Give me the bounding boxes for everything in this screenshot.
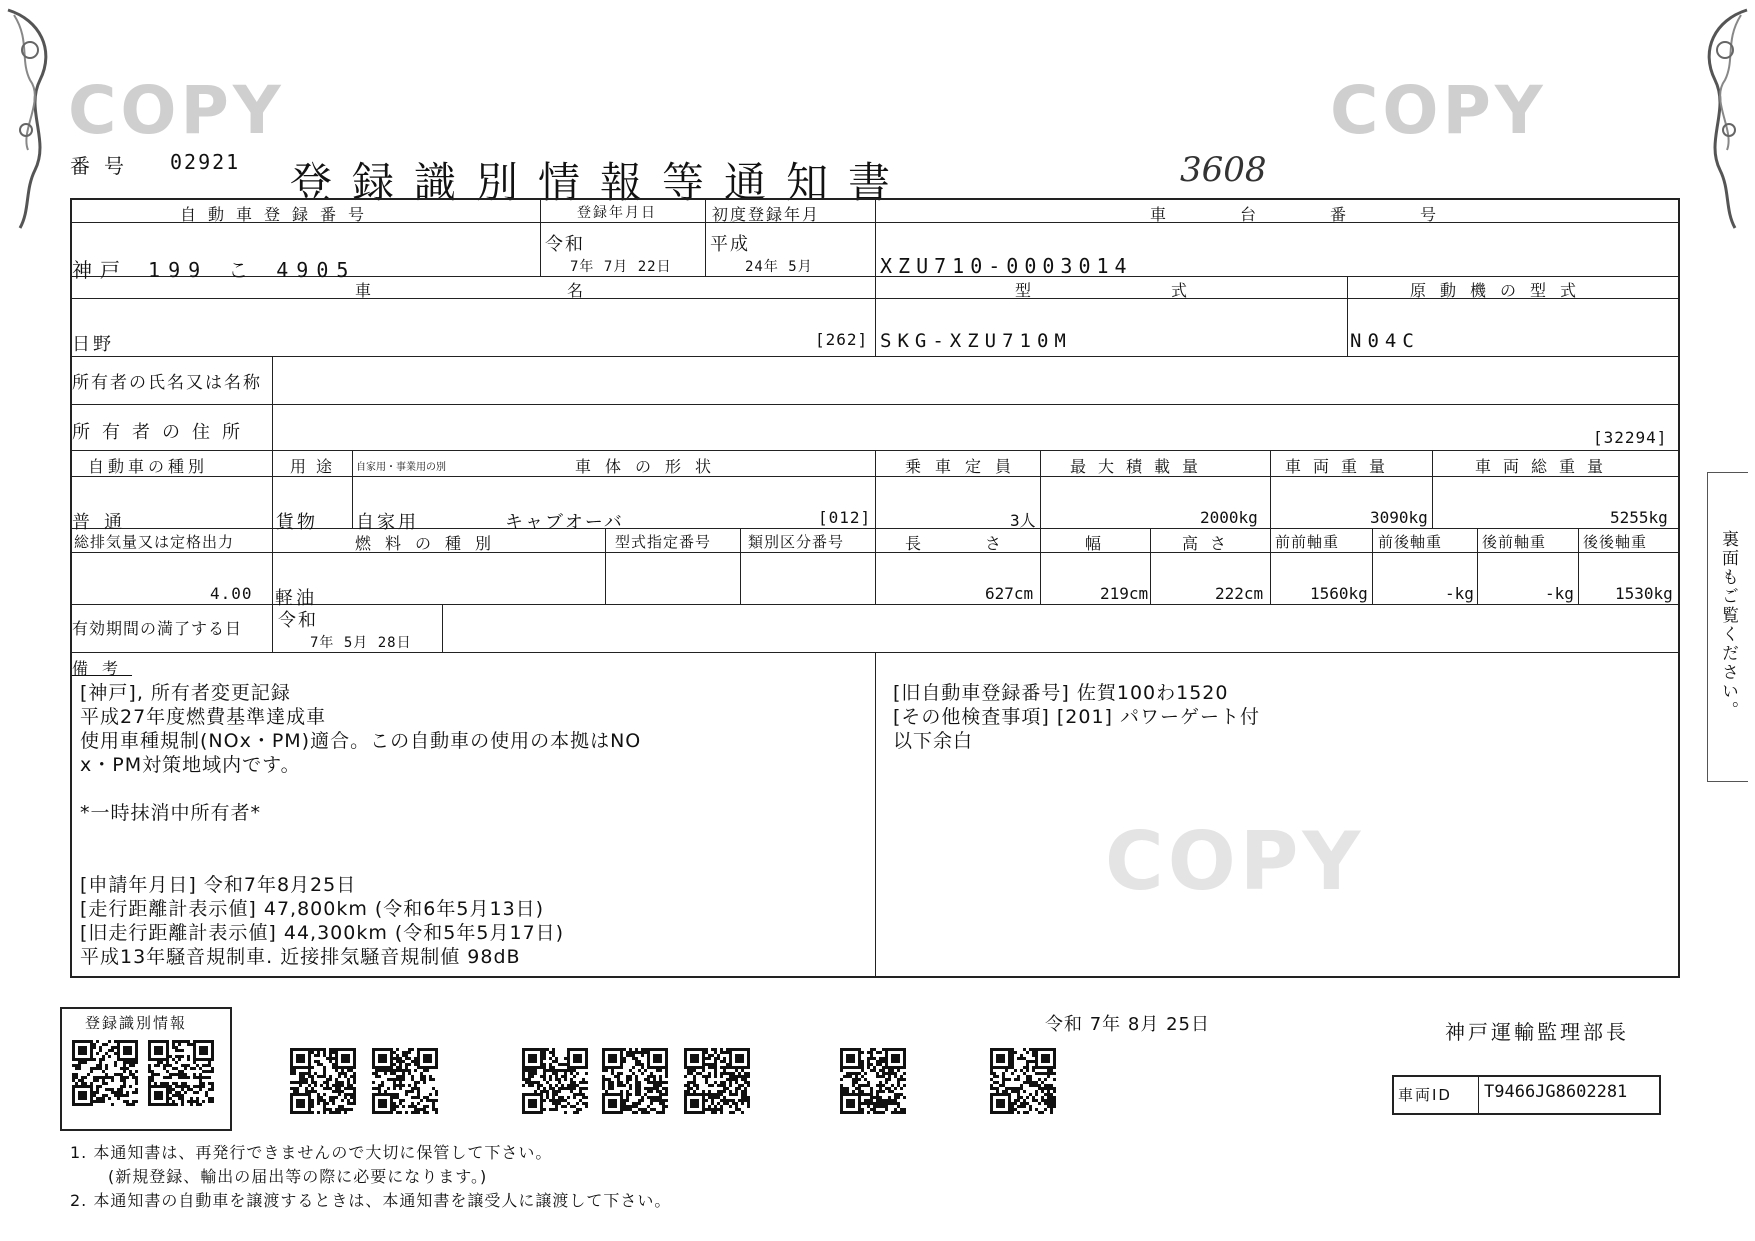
length-label: 長さ (905, 534, 1066, 553)
model-label: 型式 (1015, 281, 1328, 300)
owner-address-code: [32294] (1593, 428, 1668, 447)
remarks-left-line: 平成13年騒音規制車. 近接排気騒音規制値 98dB (80, 946, 521, 968)
first-reg-label: 初度登録年月 (712, 205, 821, 224)
reg-era: 令和 (545, 234, 585, 255)
remarks-left-line: 使用車種規制(NOx・PM)適合。この自動車の使用の本拠はNO (80, 730, 642, 752)
side-note: 裏面もご覧ください。 (1718, 530, 1738, 720)
qr-code-icon (72, 1040, 138, 1106)
remarks-right-line: 以下余白 (893, 730, 974, 752)
validity-era: 令和 (278, 610, 318, 631)
rr-value: 1530kg (1615, 584, 1673, 603)
fr-value: -kg (1445, 584, 1474, 603)
remarks-left-line: *一時抹消中所有者* (80, 802, 262, 824)
body-label: 車体の形状 (575, 457, 726, 476)
number-value: 02921 (170, 150, 241, 174)
width-value: 219cm (1100, 584, 1149, 603)
gross-value: 5255kg (1610, 508, 1668, 527)
rr-label: 後後軸重 (1583, 533, 1648, 551)
qr-code-icon (840, 1048, 906, 1114)
first-era: 平成 (710, 234, 750, 255)
use-value: 貨物 (276, 512, 318, 533)
reg-no-label: 自動車登録番号 (180, 205, 377, 224)
engine-value: N04C (1350, 330, 1420, 352)
body-value: キャブオーバ (505, 512, 624, 533)
footer-note-3: 2. 本通知書の自動車を譲渡するときは、本通知書を譲受人に譲渡して下さい。 (70, 1191, 672, 1210)
id-info-label: 登録識別情報 (85, 1014, 188, 1032)
weight-value: 3090kg (1370, 508, 1428, 527)
authority: 神戸運輸監理部長 (1445, 1020, 1629, 1044)
private-label: 自家用・事業用の別 (356, 462, 446, 473)
qr-code-icon (684, 1048, 750, 1114)
weight-label: 車両重量 (1285, 457, 1398, 476)
remarks-left-line: [走行距離計表示値] 47,800km (令和6年5月13日) (80, 898, 545, 920)
copy-watermark: COPY (1330, 72, 1547, 149)
ff-label: 前前軸重 (1275, 533, 1340, 551)
qr-code-icon (290, 1048, 356, 1114)
capacity-value: 3人 (1010, 511, 1036, 530)
type-no-label: 型式指定番号 (615, 533, 712, 551)
remarks-left-line: [申請年月日] 令和7年8月25日 (80, 874, 357, 896)
copy-watermark: COPY (1105, 815, 1365, 908)
page-title: 登録識別情報等通知書 (290, 158, 911, 207)
qr-code-icon (990, 1048, 1056, 1114)
remarks-label: 備考 (72, 659, 133, 678)
car-name-value: 日野 (72, 334, 114, 355)
remarks-left-line: [旧走行距離計表示値] 44,300km (令和5年5月17日) (80, 922, 565, 944)
copy-watermark: COPY (68, 72, 285, 149)
chassis-value: XZU710-0003014 (880, 254, 1133, 278)
footer-note-1: 1. 本通知書は、再発行できませんので大切に保管して下さい。 (70, 1143, 553, 1162)
engine-label: 原動機の型式 (1410, 281, 1591, 300)
remarks-right-line: [旧自動車登録番号] 佐賀100わ1520 (893, 682, 1229, 704)
max-load-label: 最大積載量 (1070, 457, 1211, 476)
kind-value: 普通 (72, 512, 136, 533)
body-code: [012] (818, 508, 872, 527)
max-load-value: 2000kg (1200, 508, 1258, 527)
fr-label: 前後軸重 (1378, 533, 1443, 551)
displacement-value: 4.00 (210, 584, 253, 603)
height-label: 高さ (1182, 534, 1239, 553)
remarks-left-line: [神戸], 所有者変更記録 (80, 682, 291, 704)
vehicle-id-value: T9466JG8602281 (1484, 1082, 1628, 1102)
rf-value: -kg (1545, 584, 1574, 603)
fuel-value: 軽油 (275, 588, 317, 609)
handwritten-number: 3608 (1180, 150, 1267, 190)
height-value: 222cm (1215, 584, 1264, 603)
issue-date: 令和 7年 8月 25日 (1045, 1014, 1210, 1035)
class-label: 類別区分番号 (748, 533, 845, 551)
car-name-label: 車名 (355, 281, 780, 300)
capacity-label: 乗車定員 (905, 457, 1026, 476)
qr-code-icon (602, 1048, 668, 1114)
owner-name-label: 所有者の氏名又は名称 (72, 373, 262, 393)
owner-address-label: 所有者の住所 (72, 422, 252, 443)
remarks-left-line: 平成27年度燃費基準達成車 (80, 706, 327, 728)
reg-date-value: 7年 7月 22日 (570, 259, 672, 275)
width-label: 幅 (1085, 534, 1108, 553)
rf-label: 後前軸重 (1482, 533, 1547, 551)
chassis-label: 車台番号 (1150, 205, 1511, 224)
gross-label: 車両総重量 (1475, 457, 1616, 476)
ff-value: 1560kg (1310, 584, 1368, 603)
qr-code-icon (148, 1040, 214, 1106)
car-code: [262] (815, 330, 869, 349)
displacement-label: 総排気量又は定格出力 (74, 533, 235, 551)
footer-note-2: (新規登録、輸出の届出等の際に必要になります。) (108, 1167, 488, 1186)
kind-label: 自動車の種別 (88, 457, 209, 476)
qr-code-icon (522, 1048, 588, 1114)
remarks-left-line: x・PM対策地域内です。 (80, 754, 301, 776)
reg-no-value: 神戸 199 こ 4905 (72, 258, 357, 282)
reg-date-label: 登録年月日 (577, 205, 657, 221)
qr-code-icon (372, 1048, 438, 1114)
first-date-value: 24年 5月 (745, 259, 813, 275)
validity-label: 有効期間の満了する日 (72, 619, 243, 638)
private-value: 自家用 (356, 512, 419, 533)
model-value: SKG-XZU710M (880, 330, 1072, 352)
validity-date: 7年 5月 28日 (310, 635, 412, 651)
use-label: 用途 (290, 457, 343, 476)
fuel-label: 燃料の種別 (355, 534, 506, 553)
vehicle-id-label: 車両ID (1398, 1086, 1452, 1104)
number-label: 番号 (70, 154, 138, 178)
length-value: 627cm (985, 584, 1034, 603)
remarks-right-line: [その他検査事項] [201] パワーゲート付 (893, 706, 1260, 728)
